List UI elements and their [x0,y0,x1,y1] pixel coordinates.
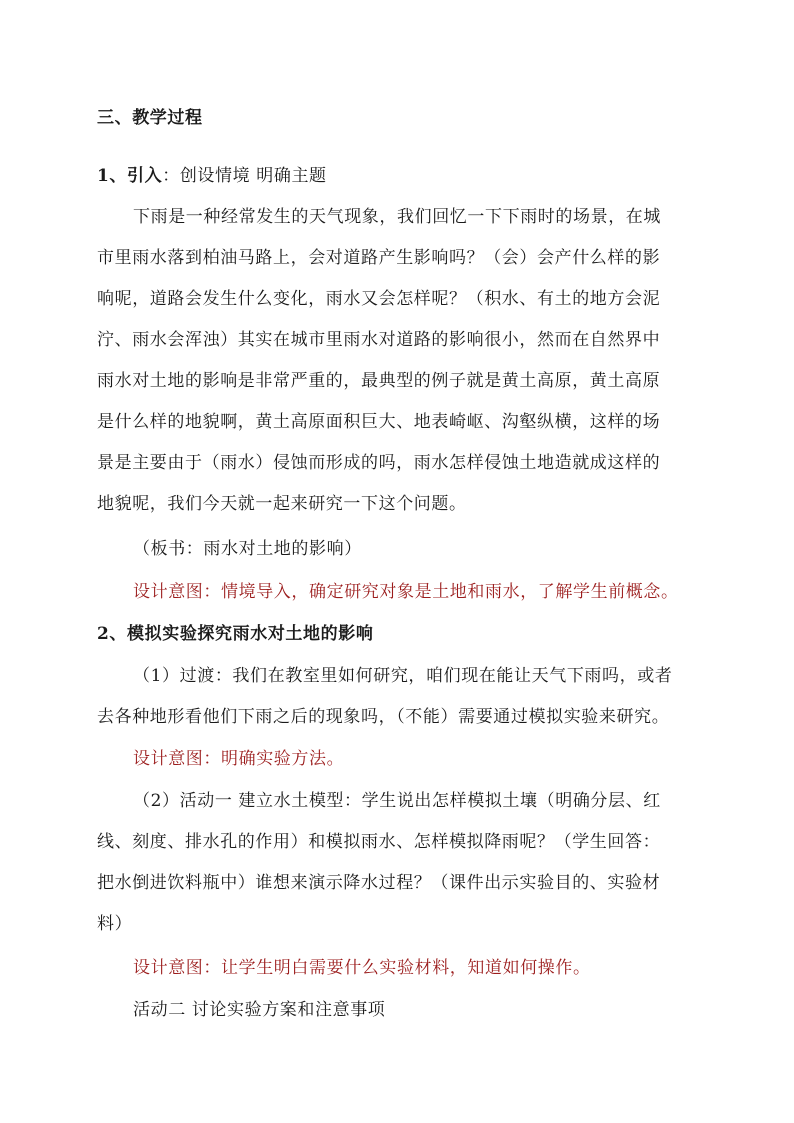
design-intent: 设计意图：情境导入，确定研究对象是土地和雨水，了解学生前概念。 [133,582,679,602]
activity-two-heading: 活动二 讨论实验方案和注意事项 [133,1000,386,1020]
paragraph-line: 地貌呢，我们今天就一起来研究一下这个问题。 [97,494,467,514]
paragraph-line: 景是主要由于（雨水）侵蚀而形成的吗，雨水怎样侵蚀土地造就成这样的 [97,453,661,473]
paragraph-line: 去各种地形看他们下雨之后的现象吗，（不能）需要通过模拟实验来研究。 [97,707,670,727]
paragraph-line: 是什么样的地貌啊，黄土高原面积巨大、地表崎岖、沟壑纵横，这样的场 [97,412,661,432]
section-title: 三、教学过程 [97,108,203,128]
paragraph-line: 线、刻度、排水孔的作用）和模拟雨水、怎样模拟降雨呢？（学生回答： [97,832,661,852]
paragraph-line: 料） [97,914,133,934]
design-intent: 设计意图：明确实验方法。 [133,749,345,769]
design-intent: 设计意图：让学生明白需要什么实验材料，知道如何操作。 [133,958,591,978]
paragraph-line: 雨水对土地的影响是非常严重的，最典型的例子就是黄土高原，黄土高原 [97,371,661,391]
paragraph-line: 响呢，道路会发生什么变化，雨水又会怎样呢？（积水、有土的地方会泥 [97,289,661,309]
paragraph-line: 把水倒进饮料瓶中）谁想来演示降水过程？（课件出示实验目的、实验材 [97,873,661,893]
board-note: （板书：雨水对土地的影响） [133,539,362,559]
paragraph-line: （2）活动一 建立水土模型：学生说出怎样模拟土壤（明确分层、红 [133,791,661,811]
heading-intro-prefix: 1、引入 [97,166,163,186]
paragraph-line: 市里雨水落到柏油马路上，会对道路产生影响吗？（会）会产什么样的影 [97,248,661,268]
paragraph-line: （1）过渡：我们在教室里如何研究，咱们现在能让天气下雨吗，或者 [133,666,673,686]
heading-experiment: 2、模拟实验探究雨水对土地的影响 [97,624,374,644]
heading-intro-rest: ：创设情境 明确主题 [162,166,327,186]
paragraph-line: 下雨是一种经常发生的天气现象，我们回忆一下下雨时的场景，在城 [133,207,661,227]
paragraph-line: 泞、雨水会浑浊）其实在城市里雨水对道路的影响很小，然而在自然界中 [97,330,661,350]
heading-intro [97,164,699,188]
